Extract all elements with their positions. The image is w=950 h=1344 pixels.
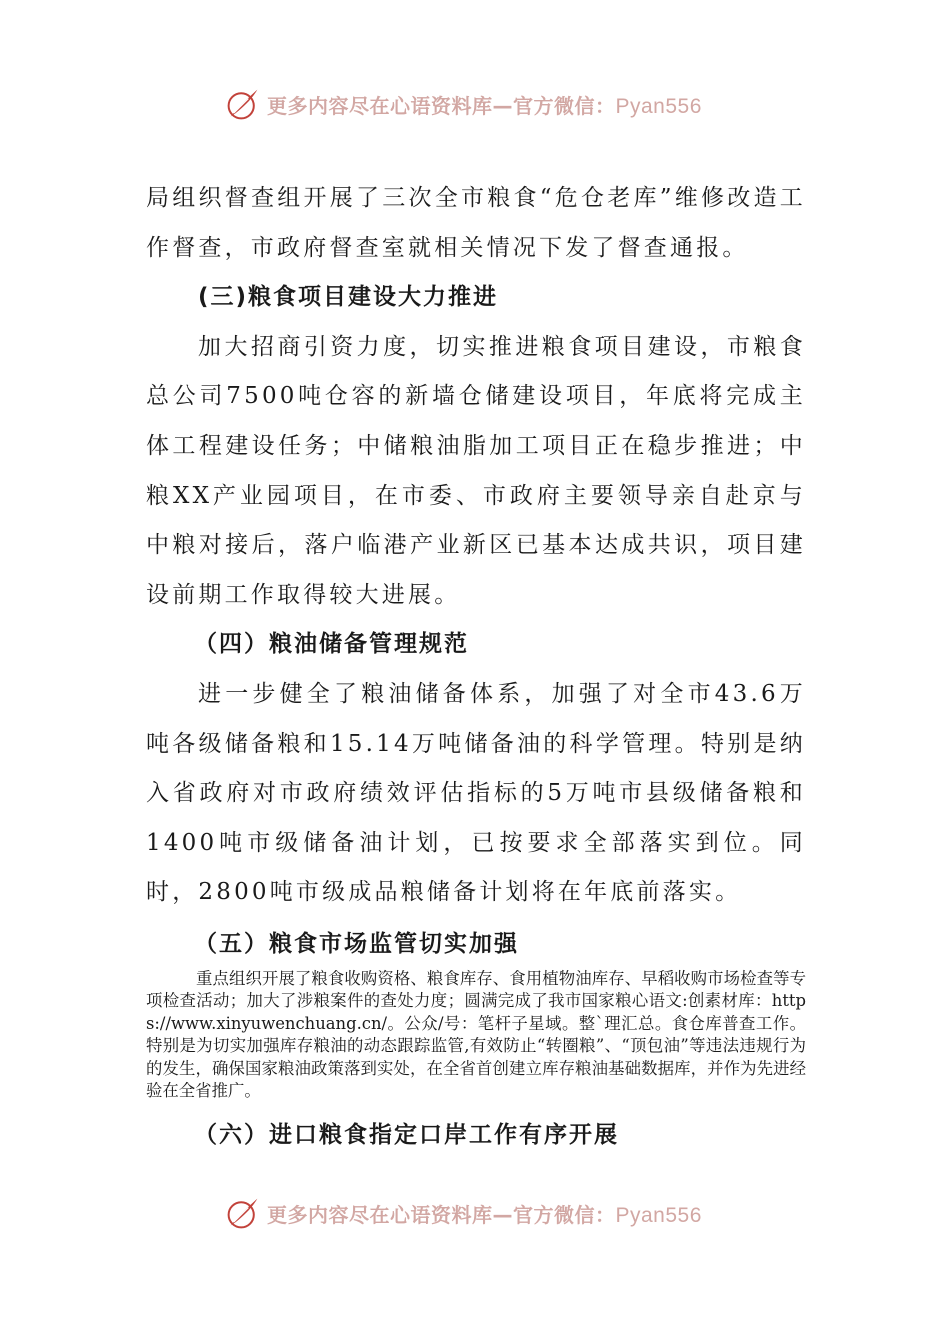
wechat-id: Pyan556: [615, 94, 702, 118]
section-heading-5: （五）粮食市场监管切实加强: [194, 930, 519, 957]
document-body: [146, 174, 806, 1160]
watermark-footer: [225, 1193, 702, 1233]
section-body-5: 重点组织开展了粮食收购资格、粮食库存、食用植物油库存、早稻收购市场检查等专项检查活动；加大了涉粮案件的查处力度；圆满完成了我市国家粮心语文:创素材库：https://www.xinyuwenchuang.cn/。公众/号：笔杆子星域。整`理汇总。食仓库普查工作。特别是为切实加强库存粮油的动态跟踪监管,有效防止“转圈粮”、“顶包油”等违法违规行为的发生，确保国家粮油政策落到实处，在全省首创建立库存粮油基础数据库，并作为先进经验在全省推广。: [146, 968, 806, 1100]
section-heading-4: （四）粮油储备管理规范: [194, 631, 469, 658]
section-heading-3: (三)粮食项目建设大力推进: [198, 284, 499, 311]
section-body-4: 进一步健全了粮油储备体系，加强了对全市43.6万吨各级储备粮和15.14万吨储备油的科学管理。特别是纳入省政府对市政府绩效评估指标的5万吨市县级储备粮和1400吨市级储备油计划，已按要求全部落实到位。同时，2800吨市级成品粮储备计划将在年底前落实。: [146, 680, 806, 906]
watermark-header: [225, 84, 702, 124]
section-heading-6: （六）进口粮食指定口岸工作有序开展: [194, 1121, 619, 1148]
watermark-text: 更多内容尽在心语资料库—官方微信：Pyan556: [267, 1202, 702, 1227]
section-body-3: 加大招商引资力度，切实推进粮食项目建设，市粮食总公司7500吨仓容的新墙仓储建设项目，年底将完成主体工程建设任务；中储粮油脂加工项目正在稳步推进；中粮XX产业园项目，在市委、市政府主要领导亲自赴京与中粮对接后，落户临港产业新区已基本达成共识，项目建设前期工作取得较大进展。: [146, 333, 806, 608]
quill-logo-icon: [225, 1195, 261, 1231]
wechat-id: Pyan556: [615, 1203, 702, 1227]
watermark-text: 更多内容尽在心语资料库—官方微信：Pyan556: [267, 93, 702, 118]
quill-logo-icon: [225, 86, 261, 122]
paragraph-continued: 局组织督查组开展了三次全市粮食“危仓老库”维修改造工作督查，市政府督查室就相关情况下发了督查通报。: [146, 185, 806, 261]
